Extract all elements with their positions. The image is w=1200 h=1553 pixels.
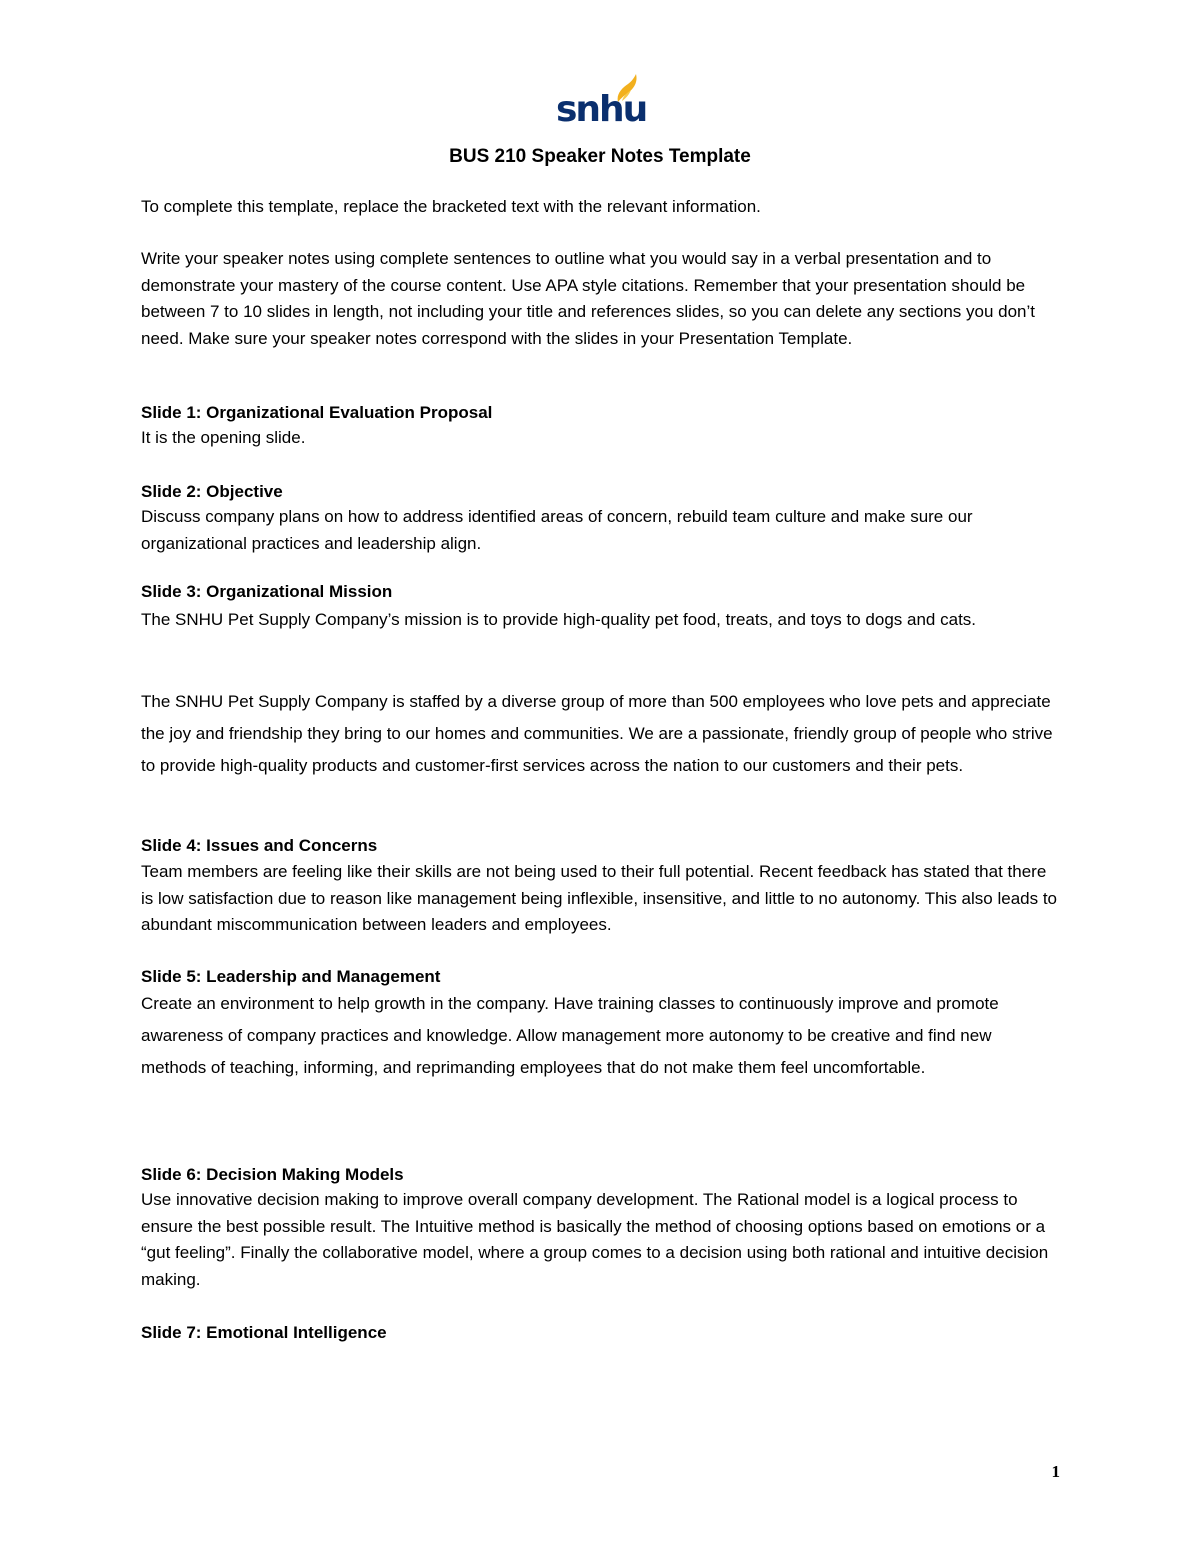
slide-5-text: Create an environment to help growth in the company. Have training classes to continuously improve and promote awareness of company practices and knowledge. Allow management more autonomy to be creative and find new methods of teaching, informing, and reprimanding employees that do not make them feel uncomfortable. (141, 994, 999, 1077)
logo-wordmark: snhu (556, 89, 647, 130)
slide-4-text: Team members are feeling like their skills are not being used to their full potential. Recent feedback has stated that there is low satisfaction due to reason like management being inflexible, insensitive, and little to no autonomy. This also leads to abundant miscommunication between leaders and employees. (141, 862, 1057, 934)
slide-6-heading: Slide 6: Decision Making Models (141, 1165, 404, 1184)
intro-paragraph: Write your speaker notes using complete sentences to outline what you would say in a verbal presentation and to demonstrate your mastery of the course content. Use APA style citations. Remember that your presentation should be between 7 to 10 slides in length, not including your title and references slides, so you can delete any sections you don’t need. Make sure your speaker notes correspond with the slides in your Presentation Template. (141, 249, 1036, 348)
slide-1-text: It is the opening slide. (141, 428, 306, 447)
slide-4-heading: Slide 4: Issues and Concerns (141, 836, 378, 855)
slide-3-text: The SNHU Pet Supply Company’s mission is to provide high-quality pet food, treats, and toys to dogs and cats. (141, 610, 977, 629)
slide-7-heading: Slide 7: Emotional Intelligence (141, 1323, 387, 1342)
page-title: BUS 210 Speaker Notes Template (449, 146, 751, 167)
slide-3-heading: Slide 3: Organizational Mission (141, 582, 393, 601)
page-number: 1 (1051, 1462, 1060, 1481)
slide-2-text: Discuss company plans on how to address identified areas of concern, rebuild team culture and make sure our organizational practices and leadership align. (141, 507, 973, 553)
intro-instruction: To complete this template, replace the bracketed text with the relevant information. (141, 197, 761, 216)
snhu-logo (556, 74, 647, 132)
slide-2-heading: Slide 2: Objective (141, 482, 283, 501)
slide-3-text-2: The SNHU Pet Supply Company is staffed by a diverse group of more than 500 employees who love pets and appreciate the joy and friendship they bring to our homes and communities. We are a passionate, friendly group of people who strive to provide high-quality products and customer-first services across the nation to our customers and their pets. (141, 692, 1053, 775)
slide-5-heading: Slide 5: Leadership and Management (141, 967, 441, 986)
slide-6-text: Use innovative decision making to improve overall company development. The Rational model is a logical process to ensure the best possible result. The Intuitive method is basically the method of choosing options based on emotions or a “gut feeling”. Finally the collaborative model, where a group comes to a decision using both rational and intuitive decision making. (141, 1190, 1049, 1289)
slide-1-heading: Slide 1: Organizational Evaluation Proposal (141, 403, 493, 422)
